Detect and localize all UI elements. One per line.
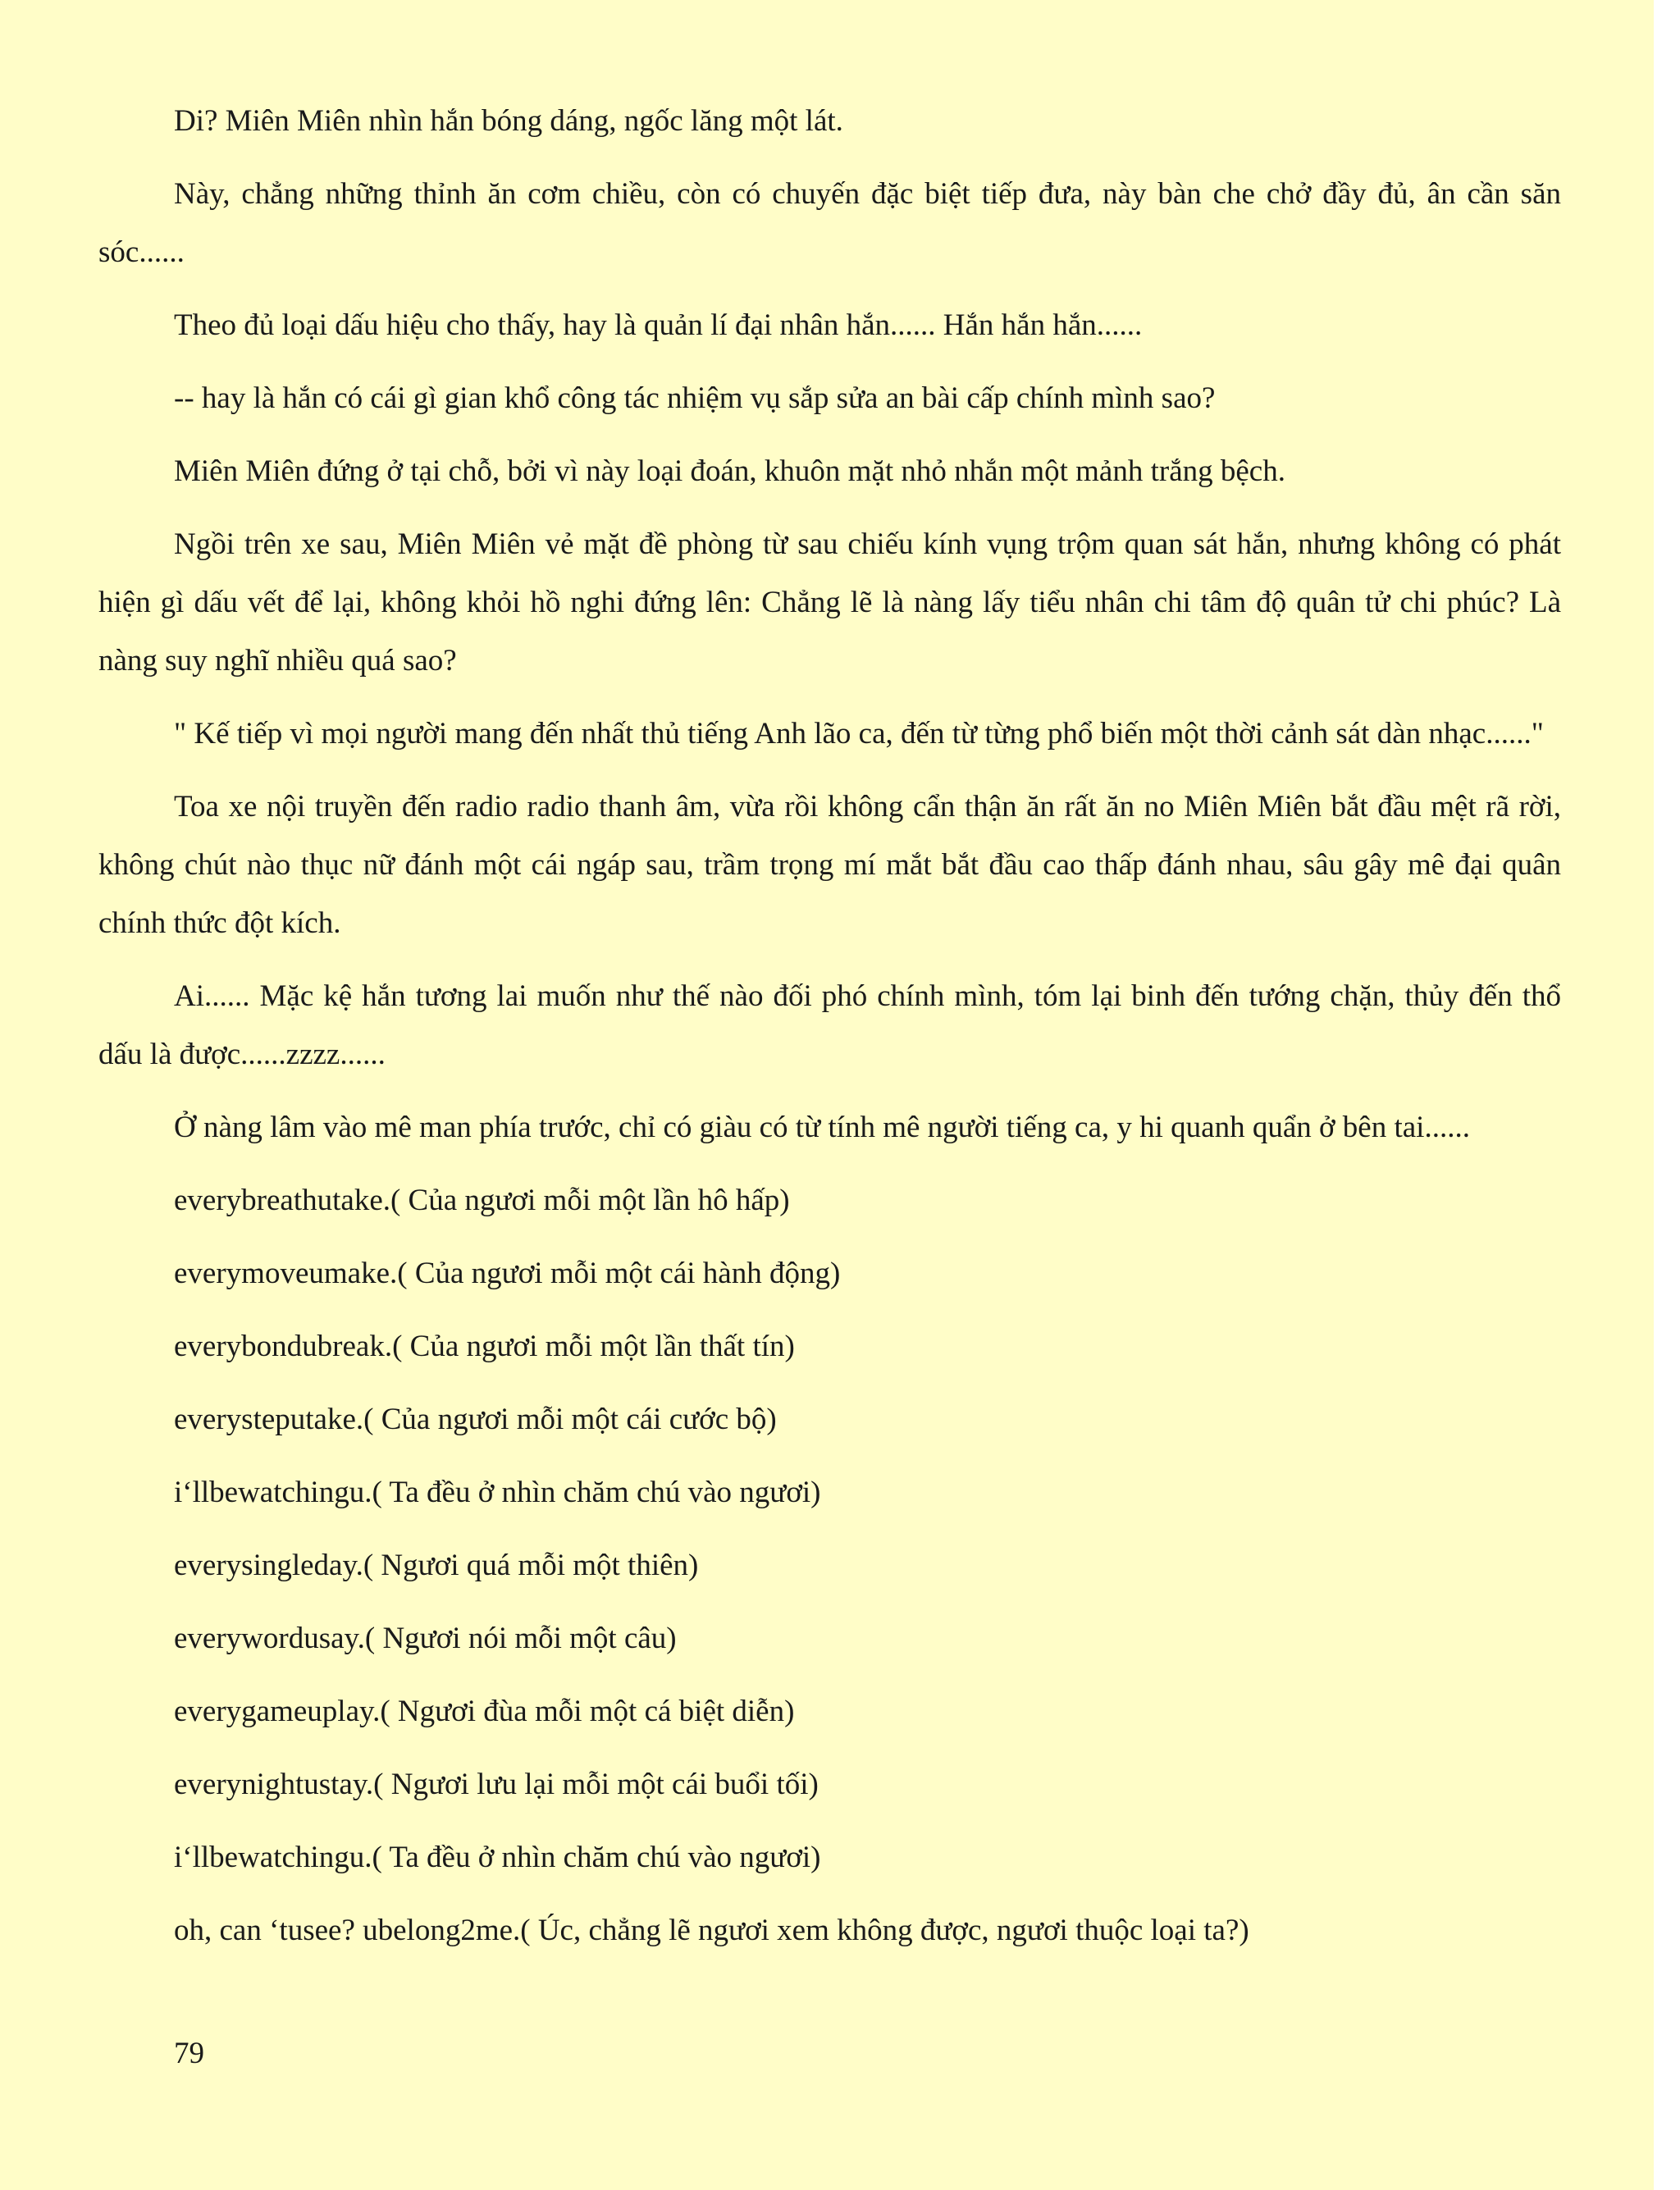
- paragraph: Di? Miên Miên nhìn hắn bóng dáng, ngốc lăng một lát.: [174, 104, 843, 138]
- lyric-line: everywordusay.( Ngươi nói mỗi một câu): [174, 1622, 677, 1655]
- page-margin-strip: [1654, 0, 1680, 2190]
- paragraph: Toa xe nội truyền đến radio radio thanh âm, vừa rồi không cẩn thận ăn rất ăn no Miên Miên bắt đầu mệt rã rời, không chút nào thục nữ đánh một cái ngáp sau, trầm trọng mí mắt bắt đầu cao thấp đánh nhau, sâu gây mê đại quân chính thức đột kích.: [98, 790, 1561, 940]
- paragraph: Ai...... Mặc kệ hắn tương lai muốn như thế nào đối phó chính mình, tóm lại binh đến tướng chặn, thủy đến thổ dấu là được......zzzz......: [98, 979, 1561, 1071]
- lyric-line: everygameuplay.( Ngươi đùa mỗi một cá biệt diễn): [174, 1695, 795, 1728]
- paragraph: Ở nàng lâm vào mê man phía trước, chỉ có giàu có từ tính mê người tiếng ca, y hi quanh quẩn ở bên tai......: [174, 1111, 1470, 1144]
- page-body: [98, 92, 1561, 1960]
- paragraph: Theo đủ loại dấu hiệu cho thấy, hay là quản lí đại nhân hắn...... Hắn hắn hắn......: [174, 308, 1143, 342]
- paragraph: " Kế tiếp vì mọi người mang đến nhất thủ tiếng Anh lão ca, đến từ từng phổ biến một thời cảnh sát dàn nhạc......": [174, 717, 1544, 751]
- lyric-line: everynightustay.( Ngươi lưu lại mỗi một cái buổi tối): [174, 1768, 819, 1801]
- lyric-line: everysingleday.( Ngươi quá mỗi một thiên): [174, 1549, 699, 1582]
- lyric-line: everybreathutake.( Của ngươi mỗi một lần hô hấp): [174, 1184, 790, 1217]
- lyric-line: i‘llbewatchingu.( Ta đều ở nhìn chăm chú vào ngươi): [174, 1476, 821, 1509]
- lyric-line: everybondubreak.( Của ngươi mỗi một lần thất tín): [174, 1330, 795, 1363]
- page-number: 79: [174, 2037, 204, 2070]
- paragraph: Ngồi trên xe sau, Miên Miên vẻ mặt đề phòng từ sau chiếu kính vụng trộm quan sát hắn, nhưng không có phát hiện gì dấu vết để lại, không khỏi hồ nghi đứng lên: Chẳng lẽ là nàng lấy tiểu nhân chi tâm độ quân tử chi phúc? Là nàng suy nghĩ nhiều quá sao?: [98, 527, 1561, 678]
- paragraph: -- hay là hắn có cái gì gian khổ công tác nhiệm vụ sắp sửa an bài cấp chính mình sao?: [174, 381, 1216, 415]
- paragraph: Miên Miên đứng ở tại chỗ, bởi vì này loại đoán, khuôn mặt nhỏ nhắn một mảnh trắng bệch.: [174, 454, 1285, 488]
- lyric-line: everysteputake.( Của ngươi mỗi một cái cước bộ): [174, 1403, 777, 1436]
- lyric-line: i‘llbewatchingu.( Ta đều ở nhìn chăm chú vào ngươi): [174, 1841, 821, 1874]
- paragraph: Này, chẳng những thỉnh ăn cơm chiều, còn có chuyến đặc biệt tiếp đưa, này bàn che chở đầy đủ, ân cần săn sóc......: [98, 177, 1561, 269]
- lyric-line: everymoveumake.( Của ngươi mỗi một cái hành động): [174, 1257, 841, 1290]
- lyric-line: oh, can ‘tusee? ubelong2me.( Úc, chẳng lẽ ngươi xem không được, ngươi thuộc loại ta?): [174, 1914, 1249, 1947]
